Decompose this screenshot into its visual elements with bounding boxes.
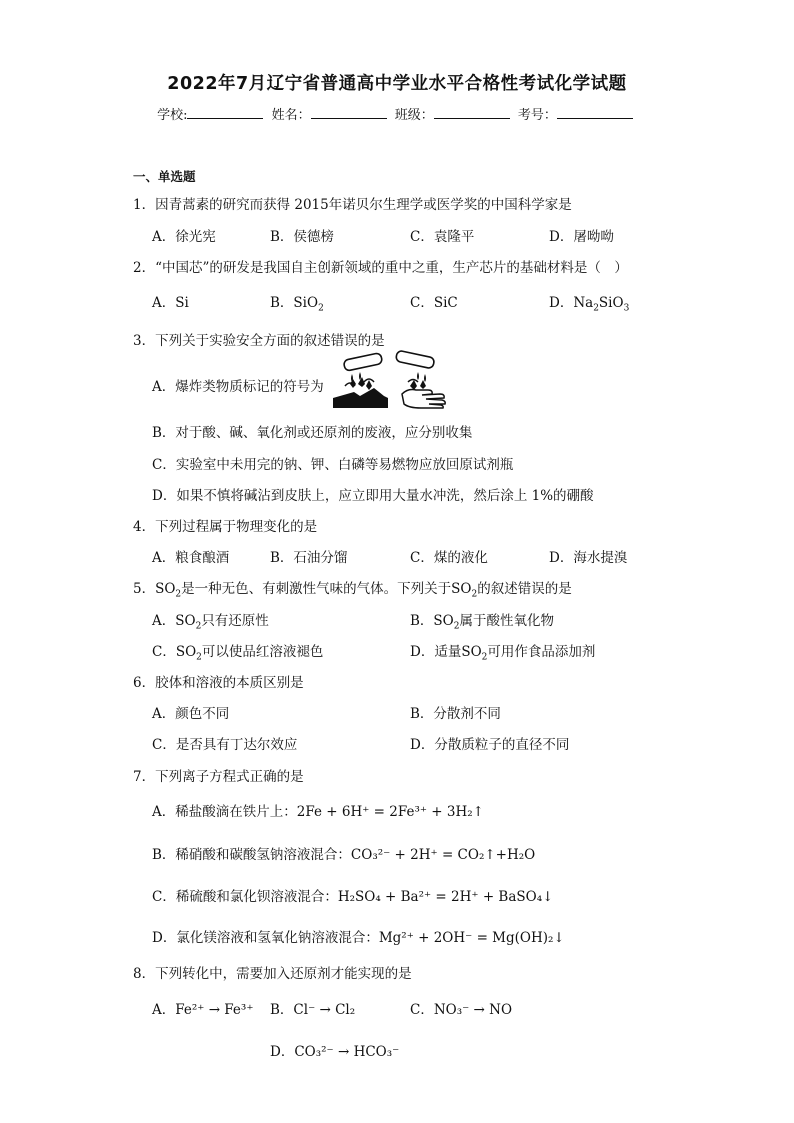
q8-option-b[interactable]: B．Cl⁻ → Cl₂ [270,1002,356,1018]
q4-option-a[interactable]: A．粮食酿酒 [152,550,230,566]
name-blank[interactable] [311,106,387,119]
q2-option-b[interactable] [270,291,324,314]
q1-option-a[interactable]: A．徐光宪 [152,229,216,245]
q4-option-b[interactable]: B．石油分馏 [270,550,348,566]
q5-stem [133,577,572,600]
q6-option-a[interactable]: A．颜色不同 [152,706,230,722]
q5-d-prefix: D．适量SO [410,644,482,660]
q5-stem-prefix: 5．SO [133,581,176,597]
q7-option-d[interactable]: D．氯化镁溶液和氢氧化钠溶液混合：Mg²⁺ + 2OH⁻ = Mg(OH)₂↓ [152,930,565,946]
q3-option-c[interactable]: C．实验室中未用完的钠、钾、白磷等易燃物应放回原试剂瓶 [152,457,514,473]
q2-b-sub: 2 [318,303,324,314]
q5-stem-sub2: 2 [471,589,478,600]
corrosive-hazard-icon [330,352,445,412]
school-blank[interactable] [187,106,263,119]
q3-option-a[interactable]: A．爆炸类物质标记的符号为 [152,379,324,395]
class-label: 班级： [394,108,434,123]
exam-title: 2022年7月辽宁省普通高中学业水平合格性考试化学试题 [167,74,627,94]
q5-b-suffix: 属于酸性氧化物 [459,613,554,629]
q2-d-text: D．Na [549,295,594,311]
q2-option-a[interactable]: A．Si [152,295,189,311]
q7-option-c[interactable]: C．稀硫酸和氯化钡溶液混合：H₂SO₄ + Ba²⁺ = 2H⁺ + BaSO₄↓ [152,889,554,905]
q2-b-text: B．SiO [270,295,319,311]
section-heading: 一、单选题 [133,169,196,184]
name-label: 姓名： [271,108,311,123]
q8-option-c[interactable]: C．NO₃⁻ → NO [410,1002,513,1018]
q1-option-c[interactable]: C．袁隆平 [410,229,475,245]
number-blank[interactable] [557,106,633,119]
q4-stem: 4．下列过程属于物理变化的是 [133,519,318,535]
q2-option-d[interactable] [549,291,630,314]
q5-stem-suffix: 的叙述错误的是 [477,581,572,597]
q5-option-d[interactable] [410,640,596,663]
q1-stem: 1．因青蒿素的研究而获得 2015年诺贝尔生理学或医学奖的中国科学家是 [133,197,572,213]
q4-option-d[interactable]: D．海水提溴 [549,550,628,566]
q8-option-a[interactable]: A．Fe²⁺ → Fe³⁺ [152,1002,254,1018]
q5-option-c[interactable] [152,640,324,663]
q2-stem: 2．“中国芯”的研发是我国自主创新领域的重中之重，生产芯片的基础材料是（ ） [133,260,628,276]
q5-a-sub: 2 [195,621,202,632]
q5-stem-mid: 是一种无色、有刺激性气味的气体。下列关于SO [181,581,472,597]
number-label: 考号： [517,108,557,123]
q3-option-d[interactable]: D．如果不慎将碱沾到皮肤上，应立即用大量水冲洗，然后涂上 1%的硼酸 [152,488,594,504]
class-blank[interactable] [434,106,510,119]
q6-stem: 6．胶体和溶液的本质区别是 [133,675,304,691]
q1-option-b[interactable]: B．侯德榜 [270,229,334,245]
q5-d-sub: 2 [481,652,488,663]
q5-b-sub: 2 [453,621,460,632]
q2-d-mid: SiO [598,295,624,311]
q5-c-suffix: 可以使品红溶液褪色 [201,644,324,660]
q2-d-sub1: 2 [593,303,599,314]
q6-option-d[interactable]: D．分散质粒子的直径不同 [410,737,570,753]
q5-option-b[interactable] [410,609,554,632]
q5-stem-sub: 2 [175,589,182,600]
school-label: 学校: [157,108,188,123]
q5-option-a[interactable] [152,609,269,632]
q5-c-prefix: C．SO [152,644,197,660]
q3-stem: 3．下列关于实验安全方面的叙述错误的是 [133,333,385,349]
q5-d-suffix: 可用作食品添加剂 [487,644,596,660]
q4-option-c[interactable]: C．煤的液化 [410,550,488,566]
q5-a-suffix: 只有还原性 [201,613,269,629]
q6-option-c[interactable]: C．是否具有丁达尔效应 [152,737,298,753]
q5-b-prefix: B．SO [410,613,454,629]
q7-stem: 7．下列离子方程式正确的是 [133,769,304,785]
q1-option-d[interactable]: D．屠呦呦 [549,229,614,245]
q5-c-sub: 2 [196,652,202,663]
q2-d-sub2: 3 [623,303,630,314]
q5-a-prefix: A．SO [152,613,196,629]
q3-option-b[interactable]: B．对于酸、碱、氧化剂或还原剂的废液，应分别收集 [152,425,473,441]
q6-option-b[interactable]: B．分散剂不同 [410,706,501,722]
student-info-line [0,104,794,123]
q8-option-d[interactable]: D．CO₃²⁻ → HCO₃⁻ [270,1044,400,1060]
q8-stem: 8．下列转化中，需要加入还原剂才能实现的是 [133,966,412,982]
q7-option-b[interactable]: B．稀硝酸和碳酸氢钠溶液混合：CO₃²⁻ + 2H⁺ = CO₂↑+H₂O [152,847,536,863]
q2-option-c[interactable]: C．SiC [410,295,458,311]
q7-option-a[interactable]: A．稀盐酸滴在铁片上：2Fe + 6H⁺ = 2Fe³⁺ + 3H₂↑ [152,804,484,820]
